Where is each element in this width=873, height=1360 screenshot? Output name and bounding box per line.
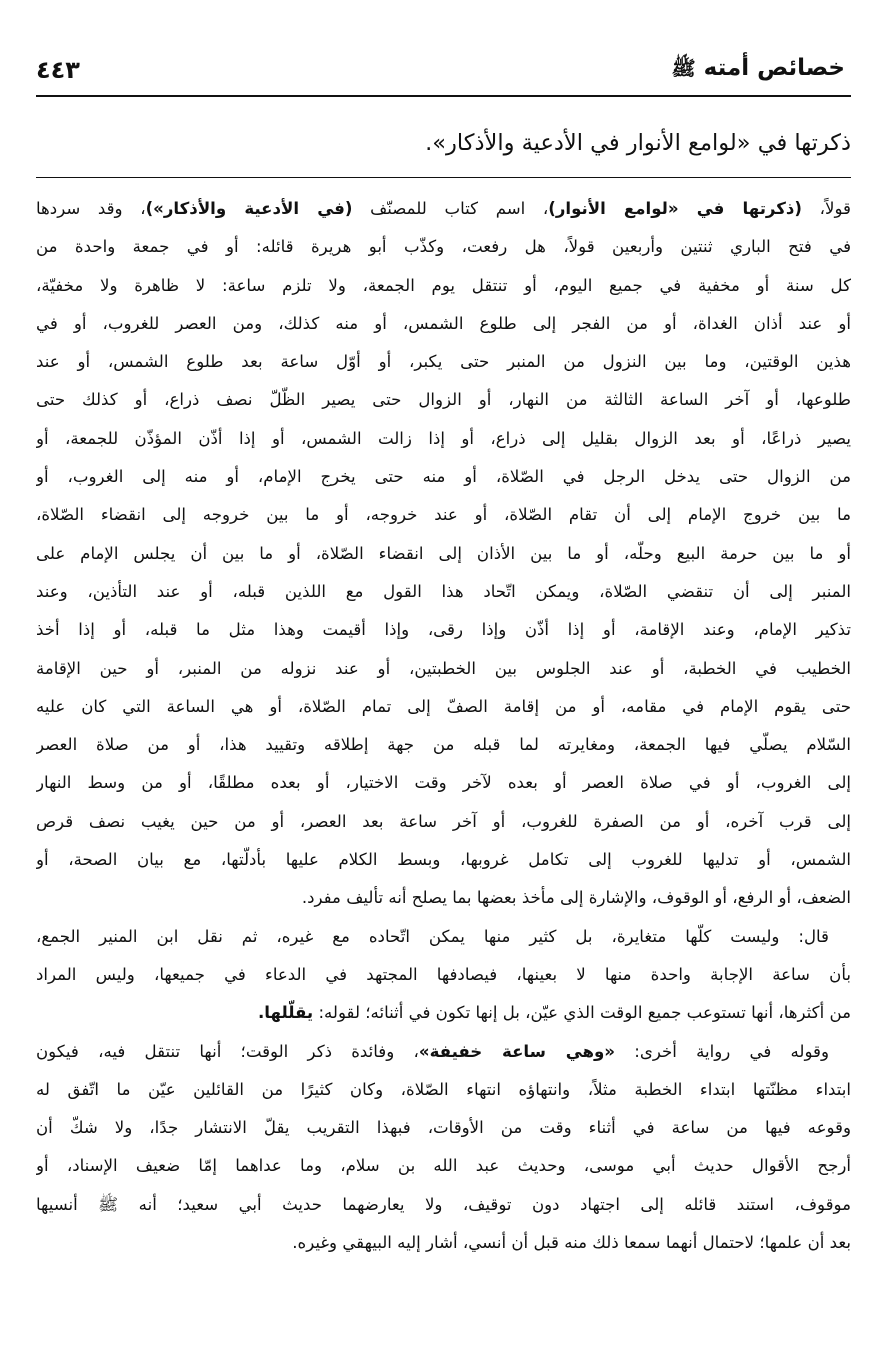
bold-quote: (ذكرتها في «لوامع الأنوار)	[548, 199, 803, 218]
section-divider	[36, 177, 851, 178]
line-text: يصير ذراعًا، أو بعد الزوال بقليل إلى ذراع، أو إذا زالت الشمس، أو إذا أذّن المؤذّن للجمعة، أو	[36, 428, 851, 448]
line-text: الخطيب في الخطبة، أو عند الجلوس بين الخطبتين، أو عند نزوله من المنبر، أو حين الإقامة	[36, 658, 851, 678]
header-title: خصائص أمته ﷺ	[671, 55, 845, 81]
line-text: المنبر إلى أن تنقضي الصّلاة، ويمكن اتّحاد هذا القول مع اللذين قبله، أو عند التأذين، وعند	[36, 581, 851, 601]
commentary-line	[36, 343, 851, 381]
line-text: من الزوال حتى يدخل الرجل في الصّلاة، أو منه حتى يخرج الإمام، أو منه إلى الغروب، أو	[36, 467, 851, 487]
commentary-line	[36, 458, 851, 496]
commentary-line	[36, 305, 851, 343]
line-text: ، وفائدة ذكر الوقت؛ أنها تنتقل فيه، فيكون	[36, 1041, 419, 1061]
bold-quote: يقلّلها.	[257, 1003, 314, 1023]
commentary-line	[36, 1186, 851, 1224]
running-header	[36, 50, 845, 90]
commentary-line	[36, 803, 851, 841]
commentary-line	[36, 611, 851, 649]
commentary-line	[36, 1147, 851, 1185]
line-text: بأن ساعة الإجابة واحدة منها لا بعينها، فيصادفها المجتهد في الدعاء في جميعها، وليس المراد	[36, 964, 851, 984]
line-text: ابتداء مظنّتها ابتداء الخطبة مثلاً، وانتهاؤه انتهاء الصّلاة، وكان كثيرًا من القائلين عيّن ما اتّفق له	[36, 1079, 851, 1099]
line-text: طلوعها، أو آخر الساعة الثالثة من النهار، أو الزوال حتى يصير الظّلّ نصف ذراع، أو كذلك حتى	[36, 390, 851, 410]
line-text: حتى يقوم الإمام في مقامه، أو من إقامة الصفّ إلى تمام الصّلاة، أو هي الساعة التي كان عليه	[36, 696, 851, 716]
bold-quote: (في الأدعية والأذكار»)	[145, 199, 353, 218]
bold-quote: «وهي ساعة خفيفة»	[418, 1041, 616, 1061]
commentary-line	[36, 956, 851, 994]
commentary-line	[36, 228, 851, 266]
line-text: السّلام يصلّي فيها الجمعة، ومغايرته لما قبله من جهة إطلاقه وتقييد هذا، أو من صلاة العصر	[36, 735, 851, 755]
line-text: إلى الغروب، أو في صلاة العصر أو بعده لآخر وقت الاختيار، أو بعده مطلقًا، أو من وسط النهار	[36, 773, 851, 793]
line-text: بعد أن علمها؛ لاحتمال أنهما سمعا ذلك منه قبل أن أنسي، أشار إليه البيهقي وغيره.	[292, 1233, 851, 1253]
line-text: في فتح الباري ثنتين وأربعين قولاً، هل رفعت، وكذّب أبو هريرة قائله: أو في جمعة واحدة من	[36, 237, 851, 257]
line-text: الشمس، أو تدليها للغروب إلى تكامل غروبها، وبسط الكلام عليها بأدلّتها، مع بيان الصحة، أو	[36, 850, 851, 870]
line-text: قولاً،	[802, 199, 851, 218]
commentary-line	[36, 496, 851, 534]
commentary-line	[36, 267, 851, 305]
commentary-line	[36, 918, 851, 956]
line-text: قال: وليست كلّها متغايرة، بل كثير منها يمكن اتّحاده مع غيره، ثم نقل ابن المنير الجمع،	[36, 926, 829, 946]
commentary-line	[36, 1224, 851, 1262]
line-text: كل سنة أو مخفية في جميع اليوم، أو تنتقل يوم الجمعة، ولا تلزم ساعة: لا ظاهرة ولا مخفيّة،	[36, 275, 851, 295]
commentary-text	[36, 190, 851, 1262]
line-text: إلى قرب آخره، أو من الصفرة للغروب، أو آخر ساعة بعد العصر، أو من حين يغيب نصف قرص	[36, 811, 851, 831]
line-text: ، وقد سردها	[36, 199, 146, 218]
commentary-line	[36, 1109, 851, 1147]
commentary-line	[36, 1033, 851, 1071]
header-seal: ﷺ	[671, 56, 696, 80]
commentary-line	[36, 420, 851, 458]
line-text: الضعف، أو الرفع، أو الوقوف، والإشارة إلى مأخذ بعضها بما يصلح أنه تأليف مفرد.	[301, 888, 851, 908]
page-number: ٤٤٣	[36, 56, 80, 84]
commentary-line	[36, 994, 851, 1032]
commentary-line	[36, 381, 851, 419]
main-text: ذكرتها في «لوامع الأنوار في الأدعية والأذكار».	[425, 130, 851, 156]
commentary-line	[36, 573, 851, 611]
line-text: موقوف، استند قائله إلى اجتهاد دون توقيف، ولا يعارضهما حديث أبي سعيد؛ أنه ﷺ أنسيها	[36, 1194, 851, 1214]
commentary-line	[36, 764, 851, 802]
line-text: هذين الوقتين، وما بين النزول من المنبر حتى يكبر، أو أوّل ساعة بعد طلوع الشمس، أو عند	[36, 352, 851, 372]
line-text: أرجح الأقوال حديث أبي موسى، وحديث عبد الله بن سلام، وما عداهما إمّا ضعيف الإسناد، أو	[36, 1156, 851, 1176]
line-text: تذكير الإمام، وعند الإقامة، أو إذا أذّن وإذا رقى، وإذا أقيمت وهذا مثل ما قبله، أو إذا أخذ	[36, 620, 851, 640]
commentary-line	[36, 841, 851, 879]
line-text: ما بين خروج الإمام إلى أن تقام الصّلاة، أو عند خروجه، أو ما بين خروجه إلى انقضاء الصّلاة،	[36, 505, 851, 525]
commentary-line	[36, 879, 851, 917]
commentary-line	[36, 688, 851, 726]
line-text: وقوله في رواية أخرى:	[615, 1041, 829, 1061]
line-text: أو ما بين حرمة البيع وحلّه، أو ما بين الأذان إلى انقضاء الصّلاة، أو ما بين أن يجلس الإمام على	[36, 543, 851, 563]
line-text: أو عند أذان الغداة، أو من الفجر إلى طلوع الشمس، أو منه كذلك، ومن العصر للغروب، أو في	[36, 313, 851, 333]
commentary-line	[36, 535, 851, 573]
header-rule	[36, 95, 851, 97]
line-text: من أكثرها، أنها تستوعب جميع الوقت الذي عيّن، بل إنها تكون في أثنائه؛ لقوله:	[313, 1003, 851, 1023]
commentary-line	[36, 190, 851, 228]
commentary-line	[36, 726, 851, 764]
commentary-line	[36, 1071, 851, 1109]
line-text: وقوعه فيها من ساعة في أثناء وقت من الأوقات، فبهذا التقريب يقلّ الانتشار جدًا، ولا شكّ أن	[36, 1118, 851, 1138]
line-text: ، اسم كتاب للمصنّف	[352, 199, 549, 218]
commentary-line	[36, 650, 851, 688]
